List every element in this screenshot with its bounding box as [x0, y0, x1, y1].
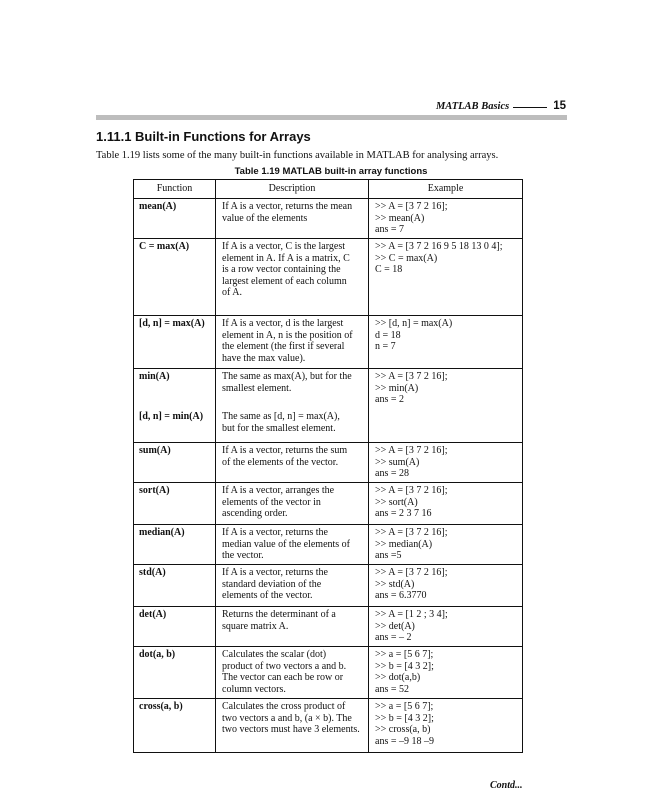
function-cell: sum(A) — [134, 443, 216, 482]
section-title: 1.11.1 Built-in Functions for Arrays — [96, 129, 311, 144]
example-cell — [369, 647, 522, 698]
example-line: ans = 2 3 7 16 — [375, 508, 432, 520]
description-line: If A is a vector, C is the largest — [222, 241, 346, 252]
table-row — [134, 409, 522, 443]
example-cell — [369, 443, 522, 482]
continued-note: Contd... — [490, 780, 523, 791]
example-line: ans =5 — [375, 550, 402, 562]
description-line: product of two vectors a and b. — [222, 660, 347, 672]
header-function: Function — [134, 180, 216, 198]
header-rule — [96, 115, 567, 120]
description-line: elements of the vector in — [222, 496, 321, 508]
description-line: two vectors must have 3 elements. — [222, 724, 360, 736]
description-line: The same as [d, n] = max(A), — [222, 411, 340, 422]
example-line: >> b = [4 3 2]; — [375, 660, 434, 672]
intro-paragraph: Table 1.19 lists some of the many built-in functions available in MATLAB for analysing arrays. — [96, 150, 499, 161]
table-row — [134, 483, 522, 525]
description-line: the element (the first if several — [222, 341, 345, 353]
example-cell — [369, 369, 522, 409]
example-line: >> A = [3 7 2 16]; — [375, 201, 448, 212]
description-cell — [216, 199, 369, 238]
example-line: >> mean(A) — [375, 212, 425, 224]
table-header-row — [134, 180, 522, 199]
example-line: >> det(A) — [375, 620, 415, 632]
example-line: >> A = [3 7 2 16 9 5 18 13 0 4]; — [375, 241, 503, 252]
book-title: MATLAB Basics — [435, 100, 510, 112]
description-cell — [216, 607, 369, 646]
function-cell: cross(a, b) — [134, 699, 216, 752]
example-line: >> A = [3 7 2 16]; — [375, 445, 448, 456]
description-line: smallest element. — [222, 382, 292, 394]
example-line: ans = 52 — [375, 683, 409, 695]
description-line: Returns the determinant of a — [222, 609, 336, 620]
function-cell: C = max(A) — [134, 239, 216, 315]
example-cell — [369, 316, 522, 368]
table-row — [134, 239, 522, 316]
header-description: Description — [216, 180, 369, 198]
example-cell — [369, 699, 522, 752]
description-line: value of the elements — [222, 212, 308, 224]
example-line: >> A = [3 7 2 16]; — [375, 567, 448, 578]
description-line: Calculates the cross product of — [222, 701, 346, 712]
description-line: of the elements of the vector. — [222, 456, 339, 468]
description-line: If A is a vector, returns the mean — [222, 201, 353, 212]
header-example: Example — [427, 183, 464, 195]
example-line: >> A = [3 7 2 16]; — [375, 485, 448, 496]
example-cell — [369, 409, 522, 442]
example-line: >> b = [4 3 2]; — [375, 712, 434, 724]
example-line: >> [d, n] = max(A) — [375, 318, 453, 329]
description-line: elements of the vector. — [222, 590, 313, 602]
description-cell — [216, 699, 369, 752]
description-line: the vector. — [222, 550, 264, 562]
description-line: The vector can each be row or — [222, 672, 344, 684]
description-cell — [216, 483, 369, 524]
description-line: If A is a vector, d is the largest — [222, 318, 344, 329]
description-line: ascending order. — [222, 508, 288, 520]
description-cell — [216, 565, 369, 606]
example-line: >> C = max(A) — [375, 252, 438, 264]
example-line: >> cross(a, b) — [375, 724, 431, 736]
description-cell — [216, 647, 369, 698]
description-line: The same as max(A), but for the — [222, 371, 352, 382]
description-line: column vectors. — [222, 683, 286, 695]
function-cell: dot(a, b) — [134, 647, 216, 698]
table-row — [134, 369, 522, 409]
example-line: >> a = [5 6 7]; — [375, 649, 434, 660]
function-cell: det(A) — [134, 607, 216, 646]
function-cell: [d, n] = min(A) — [134, 409, 216, 442]
example-cell — [369, 483, 522, 524]
description-line: largest element of each column — [222, 275, 347, 287]
example-line: C = 18 — [375, 264, 403, 276]
example-line: >> sort(A) — [375, 496, 418, 508]
example-line: >> a = [5 6 7]; — [375, 701, 434, 712]
example-line: >> A = [3 7 2 16]; — [375, 371, 448, 382]
example-line: >> dot(a,b) — [375, 672, 421, 684]
description-line: standard deviation of the — [222, 578, 322, 590]
table-row — [134, 199, 522, 239]
function-cell: min(A) — [134, 369, 216, 409]
description-line: have the max value). — [222, 352, 306, 364]
description-cell — [216, 239, 369, 315]
example-cell — [369, 239, 522, 315]
description-line: square matrix A. — [222, 620, 289, 632]
example-line: >> A = [3 7 2 16]; — [375, 527, 448, 538]
table-caption: Table 1.19 MATLAB built-in array functions — [234, 166, 428, 177]
example-line: >> sum(A) — [375, 456, 420, 468]
example-line: ans = – 2 — [375, 632, 412, 644]
description-line: If A is a vector, arranges the — [222, 485, 335, 496]
function-cell: std(A) — [134, 565, 216, 606]
example-line: >> std(A) — [375, 578, 415, 590]
description-line: of A. — [222, 287, 242, 299]
example-cell — [369, 199, 522, 238]
running-head — [96, 100, 566, 112]
function-cell: mean(A) — [134, 199, 216, 238]
description-line: but for the smallest element. — [222, 422, 336, 434]
description-line: two vectors a and b, (a × b). The — [222, 712, 352, 724]
example-line: >> A = [1 2 ; 3 4]; — [375, 609, 448, 620]
table-row — [134, 647, 522, 699]
example-line: ans = 28 — [375, 468, 409, 480]
table-row — [134, 565, 522, 607]
example-line: n = 7 — [375, 341, 396, 353]
description-cell — [216, 316, 369, 368]
description-line: element in A, n is the position of — [222, 329, 353, 341]
functions-table — [133, 179, 523, 753]
description-line: If A is a vector, returns the — [222, 567, 328, 578]
table-row — [134, 525, 522, 565]
description-line: Calculates the scalar (dot) — [222, 649, 327, 660]
table-body — [134, 199, 522, 752]
description-cell — [216, 409, 369, 442]
example-line: d = 18 — [375, 329, 401, 341]
table-row — [134, 443, 522, 483]
example-line: ans = 2 — [375, 394, 404, 406]
function-cell: [d, n] = max(A) — [134, 316, 216, 368]
description-line: is a row vector containing the — [222, 264, 341, 276]
example-cell — [369, 565, 522, 606]
example-line: ans = 7 — [375, 224, 404, 236]
description-cell — [216, 369, 369, 409]
example-cell — [369, 607, 522, 646]
description-line: If A is a vector, returns the sum — [222, 445, 348, 456]
function-cell: sort(A) — [134, 483, 216, 524]
example-line: ans = –9 18 –9 — [375, 735, 434, 747]
example-cell — [369, 525, 522, 564]
example-line: ans = 6.3770 — [375, 590, 427, 602]
description-cell — [216, 443, 369, 482]
description-line: If A is a vector, returns the — [222, 527, 328, 538]
table-row — [134, 607, 522, 647]
description-line: element in A. If A is a matrix, C — [222, 252, 350, 264]
table-row — [134, 316, 522, 369]
table-row — [134, 699, 522, 752]
example-line: >> median(A) — [375, 538, 433, 550]
description-line: median value of the elements of — [222, 538, 351, 550]
function-cell: median(A) — [134, 525, 216, 564]
page-number: 15 — [553, 100, 566, 112]
header-dash — [513, 107, 547, 108]
example-line: >> min(A) — [375, 382, 419, 394]
description-cell — [216, 525, 369, 564]
